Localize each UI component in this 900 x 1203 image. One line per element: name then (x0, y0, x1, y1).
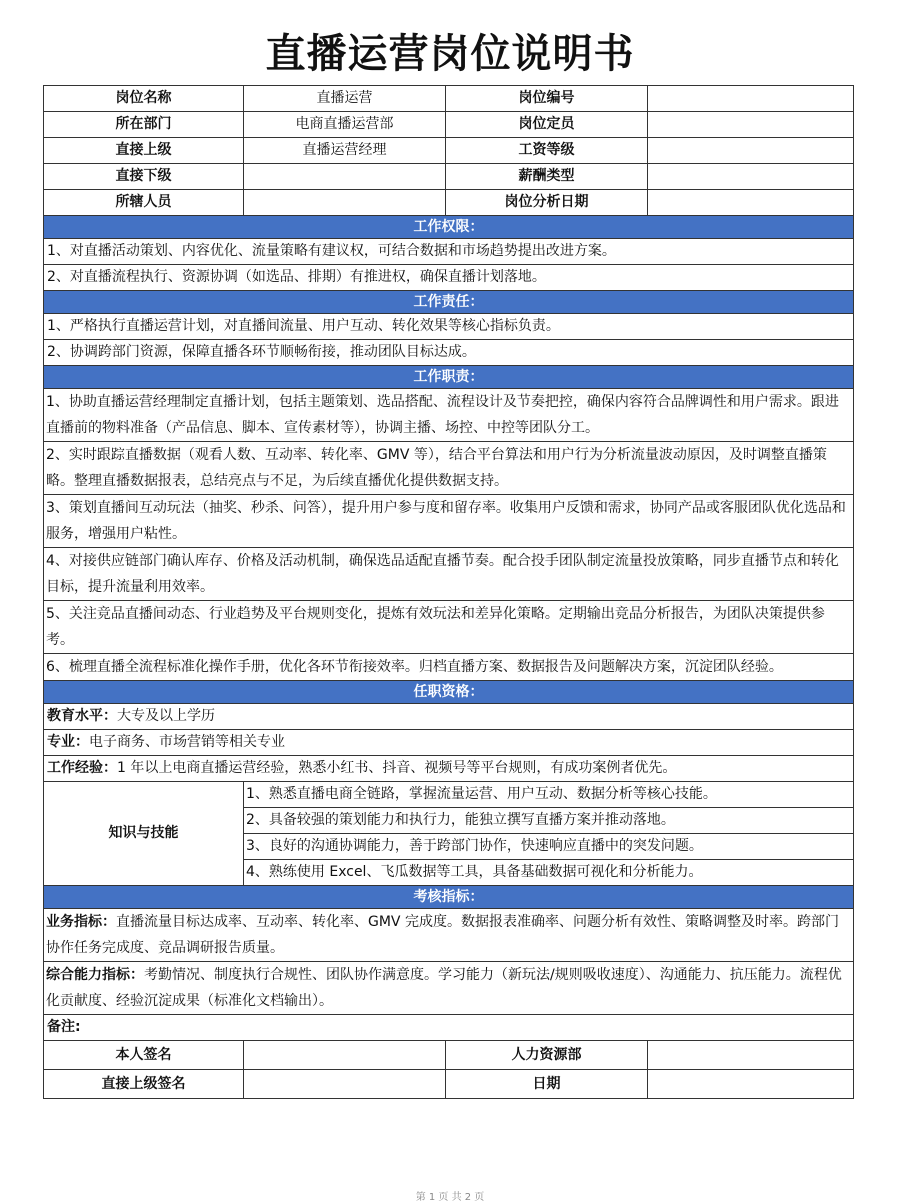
ability-indicator-value: 考勤情况、制度执行合规性、团队协作满意度。学习能力（新玩法/规则吸收速度）、沟通能力、抗压能力。流程优化贡献度、经验沉淀成果（标准化文档输出）。 (46, 967, 842, 1009)
page-footer: 第 1 页 共 2 页 (415, 1192, 485, 1203)
info-label: 岗位定员 (446, 112, 648, 138)
experience-label: 工作经验： (47, 760, 117, 776)
business-indicator-row (44, 909, 854, 962)
self-signature-label: 本人签名 (44, 1041, 244, 1070)
education-row (44, 704, 854, 730)
superior-signature-label: 直接上级签名 (44, 1070, 244, 1099)
info-label: 所在部门 (44, 112, 244, 138)
duty-item: 5、关注竞品直播间动态、行业趋势及平台规则变化，提炼有效玩法和差异化策略。定期输出竞品分析报告，为团队决策提供参考。 (44, 601, 854, 654)
skills-label: 知识与技能 (44, 782, 244, 886)
ability-indicator-row (44, 962, 854, 1015)
info-value (648, 86, 854, 112)
business-indicator-value: 直播流量目标达成率、互动率、转化率、GMV 完成度。数据报表准确率、问题分析有效性、策略调整及时率。跨部门协作任务完成度、竞品调研报告质量。 (46, 914, 839, 956)
major-label: 专业： (47, 734, 89, 750)
info-label: 薪酬类型 (446, 164, 648, 190)
business-indicator-label: 业务指标： (46, 914, 116, 930)
info-label: 所辖人员 (44, 190, 244, 216)
job-description-table (43, 85, 854, 1099)
ability-indicator-label: 综合能力指标： (46, 967, 144, 983)
info-label: 工资等级 (446, 138, 648, 164)
duty-item: 6、梳理直播全流程标准化操作手册，优化各环节衔接效率。归档直播方案、数据报告及问题解决方案，沉淀团队经验。 (44, 654, 854, 681)
info-label: 直接下级 (44, 164, 244, 190)
education-value: 大专及以上学历 (117, 708, 215, 724)
info-label: 岗位编号 (446, 86, 648, 112)
authority-item: 1、对直播活动策划、内容优化、流量策略有建议权，可结合数据和市场趋势提出改进方案。 (44, 239, 854, 265)
info-label: 直接上级 (44, 138, 244, 164)
info-row (44, 86, 854, 112)
signature-row (44, 1070, 854, 1099)
info-value: 直播运营经理 (244, 138, 446, 164)
self-signature-field[interactable] (244, 1041, 446, 1070)
experience-row (44, 756, 854, 782)
info-label: 岗位名称 (44, 86, 244, 112)
date-field[interactable] (648, 1070, 854, 1099)
duty-item: 3、策划直播间互动玩法（抽奖、秒杀、问答），提升用户参与度和留存率。收集用户反馈和需求，协同产品或客服团队优化选品和服务，增强用户粘性。 (44, 495, 854, 548)
duty-item: 2、实时跟踪直播数据（观看人数、互动率、转化率、GMV 等），结合平台算法和用户行为分析流量波动原因，及时调整直播策略。整理直播数据报表，总结亮点与不足，为后续直播优化提供数据支持。 (44, 442, 854, 495)
section-header-duties: 工作职责： (44, 366, 854, 389)
responsibility-item: 1、严格执行直播运营计划，对直播间流量、用户互动、转化效果等核心指标负责。 (44, 314, 854, 340)
skill-item: 1、熟悉直播电商全链路，掌握流量运营、用户互动、数据分析等核心技能。 (244, 782, 854, 808)
major-value: 电子商务、市场营销等相关专业 (89, 734, 285, 750)
duty-item: 1、协助直播运营经理制定直播计划，包括主题策划、选品搭配、流程设计及节奏把控，确保内容符合品牌调性和用户需求。跟进直播前的物料准备（产品信息、脚本、宣传素材等），协调主播、场控、中控等团队分工。 (44, 389, 854, 442)
date-label: 日期 (446, 1070, 648, 1099)
authority-item: 2、对直播流程执行、资源协调（如选品、排期）有推进权，确保直播计划落地。 (44, 265, 854, 291)
info-row (44, 112, 854, 138)
info-value: 直播运营 (244, 86, 446, 112)
hr-label: 人力资源部 (446, 1041, 648, 1070)
info-row (44, 138, 854, 164)
remarks-label: 备注: (44, 1015, 854, 1041)
info-row (44, 190, 854, 216)
responsibility-item: 2、协调跨部门资源，保障直播各环节顺畅衔接，推动团队目标达成。 (44, 340, 854, 366)
superior-signature-field[interactable] (244, 1070, 446, 1099)
info-value (648, 112, 854, 138)
info-row (44, 164, 854, 190)
info-label: 岗位分析日期 (446, 190, 648, 216)
duty-item: 4、对接供应链部门确认库存、价格及活动机制，确保选品适配直播节奏。配合投手团队制定流量投放策略，同步直播节点和转化目标，提升流量利用效率。 (44, 548, 854, 601)
signature-row (44, 1041, 854, 1070)
info-value (244, 190, 446, 216)
info-value (244, 164, 446, 190)
section-header-assessment: 考核指标： (44, 886, 854, 909)
experience-value: 1 年以上电商直播运营经验，熟悉小红书、抖音、视频号等平台规则，有成功案例者优先。 (117, 760, 677, 776)
section-header-responsibility: 工作责任： (44, 291, 854, 314)
page-title: 直播运营岗位说明书 (265, 31, 635, 77)
info-value (648, 138, 854, 164)
info-value: 电商直播运营部 (244, 112, 446, 138)
skill-item: 3、良好的沟通协调能力，善于跨部门协作，快速响应直播中的突发问题。 (244, 834, 854, 860)
section-header-authority: 工作权限： (44, 216, 854, 239)
skill-item: 4、熟练使用 Excel、飞瓜数据等工具，具备基础数据可视化和分析能力。 (244, 860, 854, 886)
major-row (44, 730, 854, 756)
skill-item: 2、具备较强的策划能力和执行力，能独立撰写直播方案并推动落地。 (244, 808, 854, 834)
info-value (648, 190, 854, 216)
section-header-qualification: 任职资格： (44, 681, 854, 704)
education-label: 教育水平： (47, 708, 117, 724)
info-value (648, 164, 854, 190)
hr-signature-field[interactable] (648, 1041, 854, 1070)
